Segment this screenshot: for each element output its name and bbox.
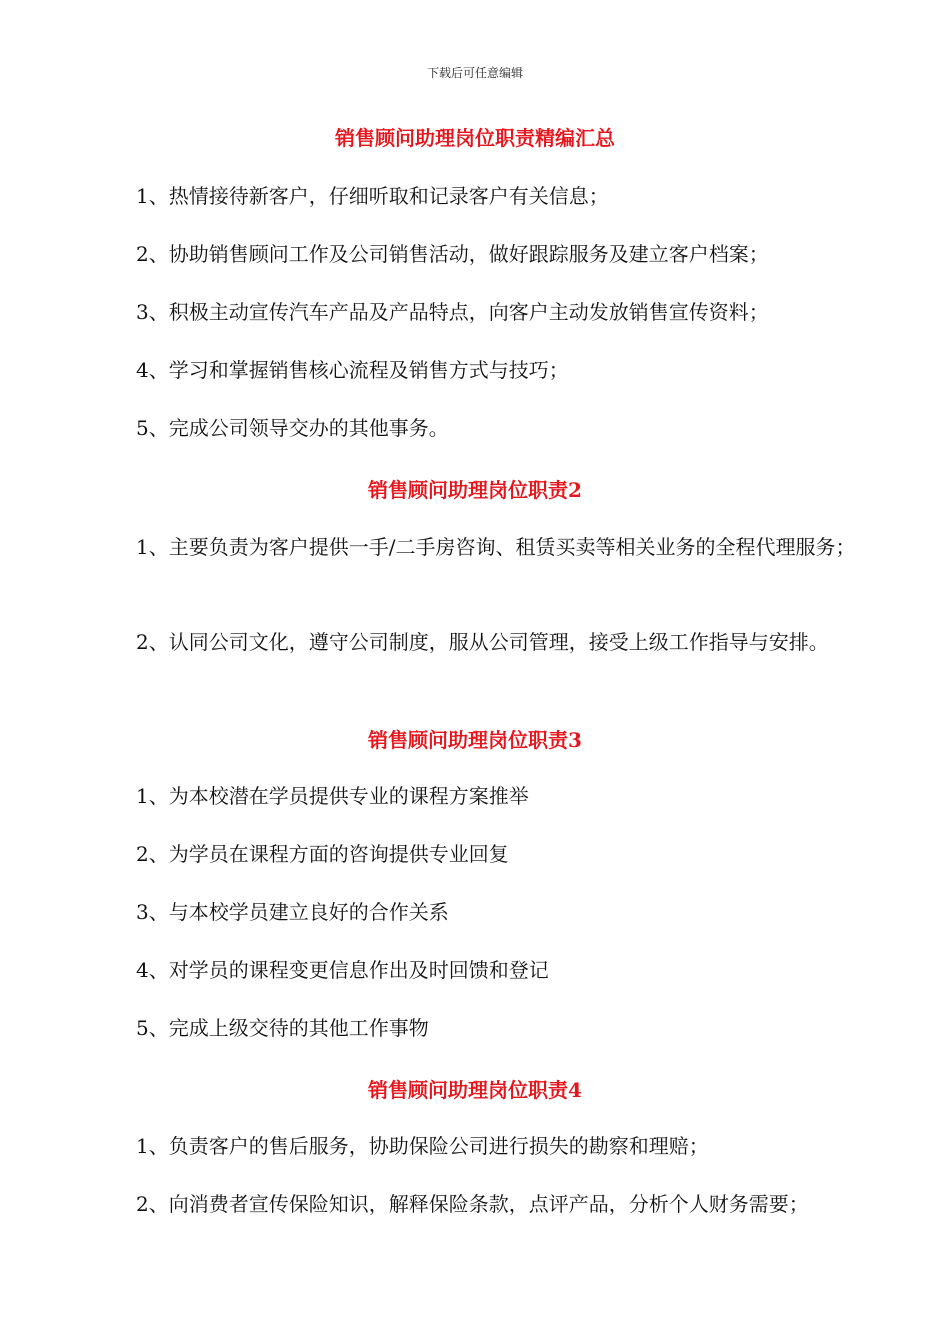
list-item: 2、协助销售顾问工作及公司销售活动，做好跟踪服务及建立客户档案； xyxy=(136,242,769,266)
list-item: 4、对学员的课程变更信息作出及时回馈和登记 xyxy=(136,958,549,982)
list-item: 2、为学员在课程方面的咨询提供专业回复 xyxy=(136,842,509,866)
section-title: 销售顾问助理岗位职责精编汇总 xyxy=(335,126,615,150)
list-item: 5、完成上级交待的其他工作事物 xyxy=(136,1016,429,1040)
page-header-note: 下载后可任意编辑 xyxy=(426,66,523,80)
list-item: 1、为本校潜在学员提供专业的课程方案推举 xyxy=(136,784,529,808)
list-item: 3、积极主动宣传汽车产品及产品特点，向客户主动发放销售宣传资料； xyxy=(136,300,769,324)
section-title: 销售顾问助理岗位职责4 xyxy=(368,1078,582,1102)
list-item: 5、完成公司领导交办的其他事务。 xyxy=(136,416,449,440)
list-item: 4、学习和掌握销售核心流程及销售方式与技巧； xyxy=(136,358,569,382)
section-title: 销售顾问助理岗位职责3 xyxy=(368,728,582,752)
list-item: 2、向消费者宣传保险知识，解释保险条款，点评产品，分析个人财务需要； xyxy=(136,1192,809,1216)
list-item: 1、主要负责为客户提供一手/二手房咨询、租赁买卖等相关业务的全程代理服务； xyxy=(136,535,856,559)
list-item: 1、热情接待新客户，仔细听取和记录客户有关信息； xyxy=(136,184,609,208)
list-item: 2、认同公司文化，遵守公司制度，服从公司管理，接受上级工作指导与安排。 xyxy=(136,630,829,654)
list-item: 3、与本校学员建立良好的合作关系 xyxy=(136,900,449,924)
list-item: 1、负责客户的售后服务，协助保险公司进行损失的勘察和理赔； xyxy=(136,1134,709,1158)
section-title: 销售顾问助理岗位职责2 xyxy=(368,478,582,502)
